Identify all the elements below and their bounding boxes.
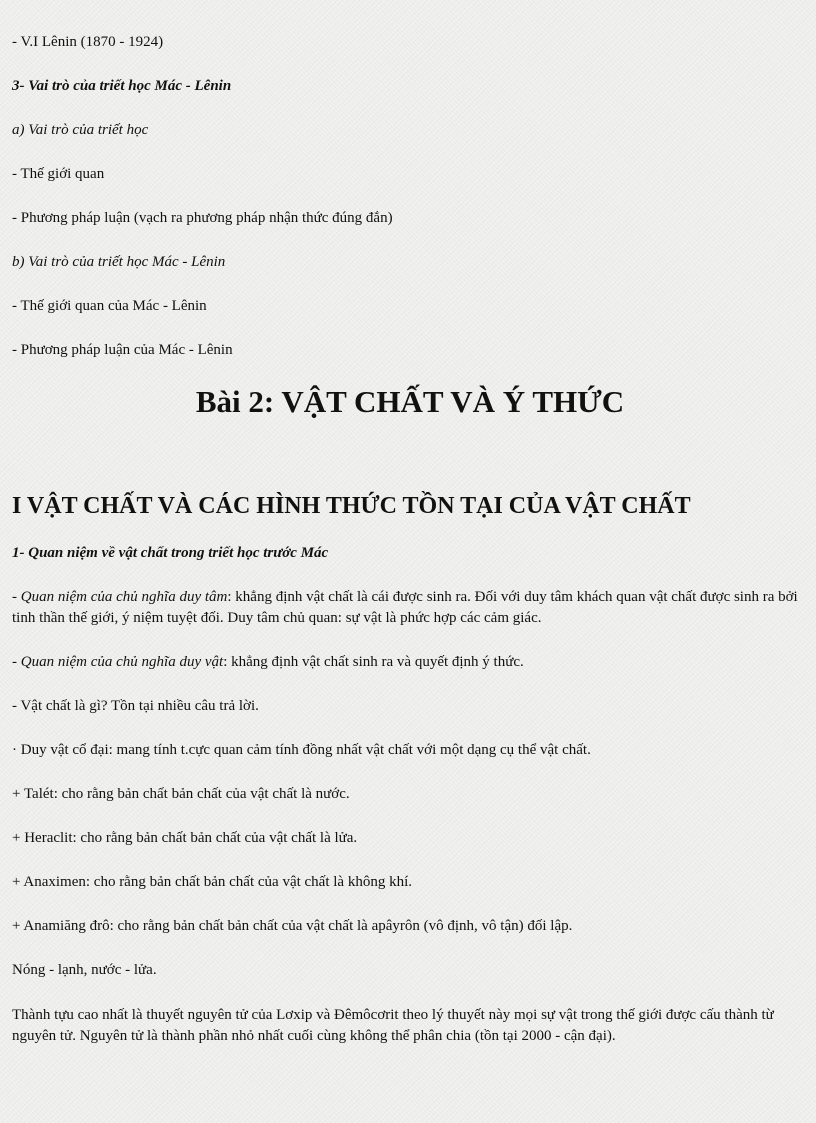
- text-line: - Phương pháp luận (vạch ra phương pháp nhận thức đúng đắn): [12, 210, 393, 226]
- paragraph: + Anamiăng đrô: cho rằng bản chất bản chất của vật chất là apâyrôn (vô định, vô tận) đối lập.: [12, 918, 573, 934]
- paragraph: [12, 587, 804, 629]
- subheading-italic: a) Vai trò của triết học: [12, 122, 149, 138]
- paragraph: Nóng - lạnh, nước - lửa.: [12, 962, 157, 978]
- paragraph: Thành tựu cao nhất là thuyết nguyên tử của Lơxip và Đêmôcơrit theo lý thuyết này mọi sự vật trong thế giới được cấu thành từ nguyên tử. Nguyên tử là thành phần nhỏ nhất cuối cùng không thể phân chia (tồn tại 2000 - cận đại).: [12, 1007, 774, 1044]
- subheading: 3- Vai trò của triết học Mác - Lênin: [12, 78, 232, 94]
- paragraph: [12, 652, 524, 673]
- paragraph-text: : khẳng định vật chất là cái được sinh ra. Đối với duy tâm khách quan vật chất được sinh ra bởi tinh thần thế giới, ý niệm tuyệt đối. Duy tâm chủ quan: sự vật là phức hợp các cảm giác.: [12, 589, 798, 626]
- paragraph: + Heraclit: cho rằng bản chất bản chất của vật chất là lửa.: [12, 830, 358, 846]
- paragraph-text: : khẳng định vật chất sinh ra và quyết định ý thức.: [223, 654, 524, 670]
- paragraph: - Vật chất là gì? Tồn tại nhiều câu trả lời.: [12, 698, 259, 714]
- text-line: - Thế giới quan của Mác - Lênin: [12, 298, 207, 314]
- text-line: - V.I Lênin (1870 - 1924): [12, 34, 164, 50]
- subsection-heading: 1- Quan niệm về vật chất trong triết học trước Mác: [12, 545, 329, 561]
- paragraph: + Talét: cho rằng bản chất bản chất của vật chất là nước.: [12, 786, 350, 802]
- paragraph-italic-lead: - Quan niệm của chủ nghĩa duy tâm: [12, 589, 228, 605]
- section-heading: I VẬT CHẤT VÀ CÁC HÌNH THỨC TỒN TẠI CỦA VẬT CHẤT: [12, 493, 691, 519]
- subheading-italic: b) Vai trò của triết học Mác - Lênin: [12, 254, 226, 270]
- lesson-title: Bài 2: VẬT CHẤT VÀ Ý THỨC: [195, 384, 625, 419]
- text-line: - Thế giới quan: [12, 166, 105, 182]
- text-line: - Phương pháp luận của Mác - Lênin: [12, 342, 233, 358]
- paragraph: · Duy vật cổ đại: mang tính t.cực quan cảm tính đồng nhất vật chất với một dạng cụ thể vật chất.: [12, 742, 591, 758]
- paragraph: + Anaximen: cho rằng bản chất bản chất của vật chất là không khí.: [12, 874, 412, 890]
- paragraph-italic-lead: - Quan niệm của chủ nghĩa duy vật: [12, 654, 224, 670]
